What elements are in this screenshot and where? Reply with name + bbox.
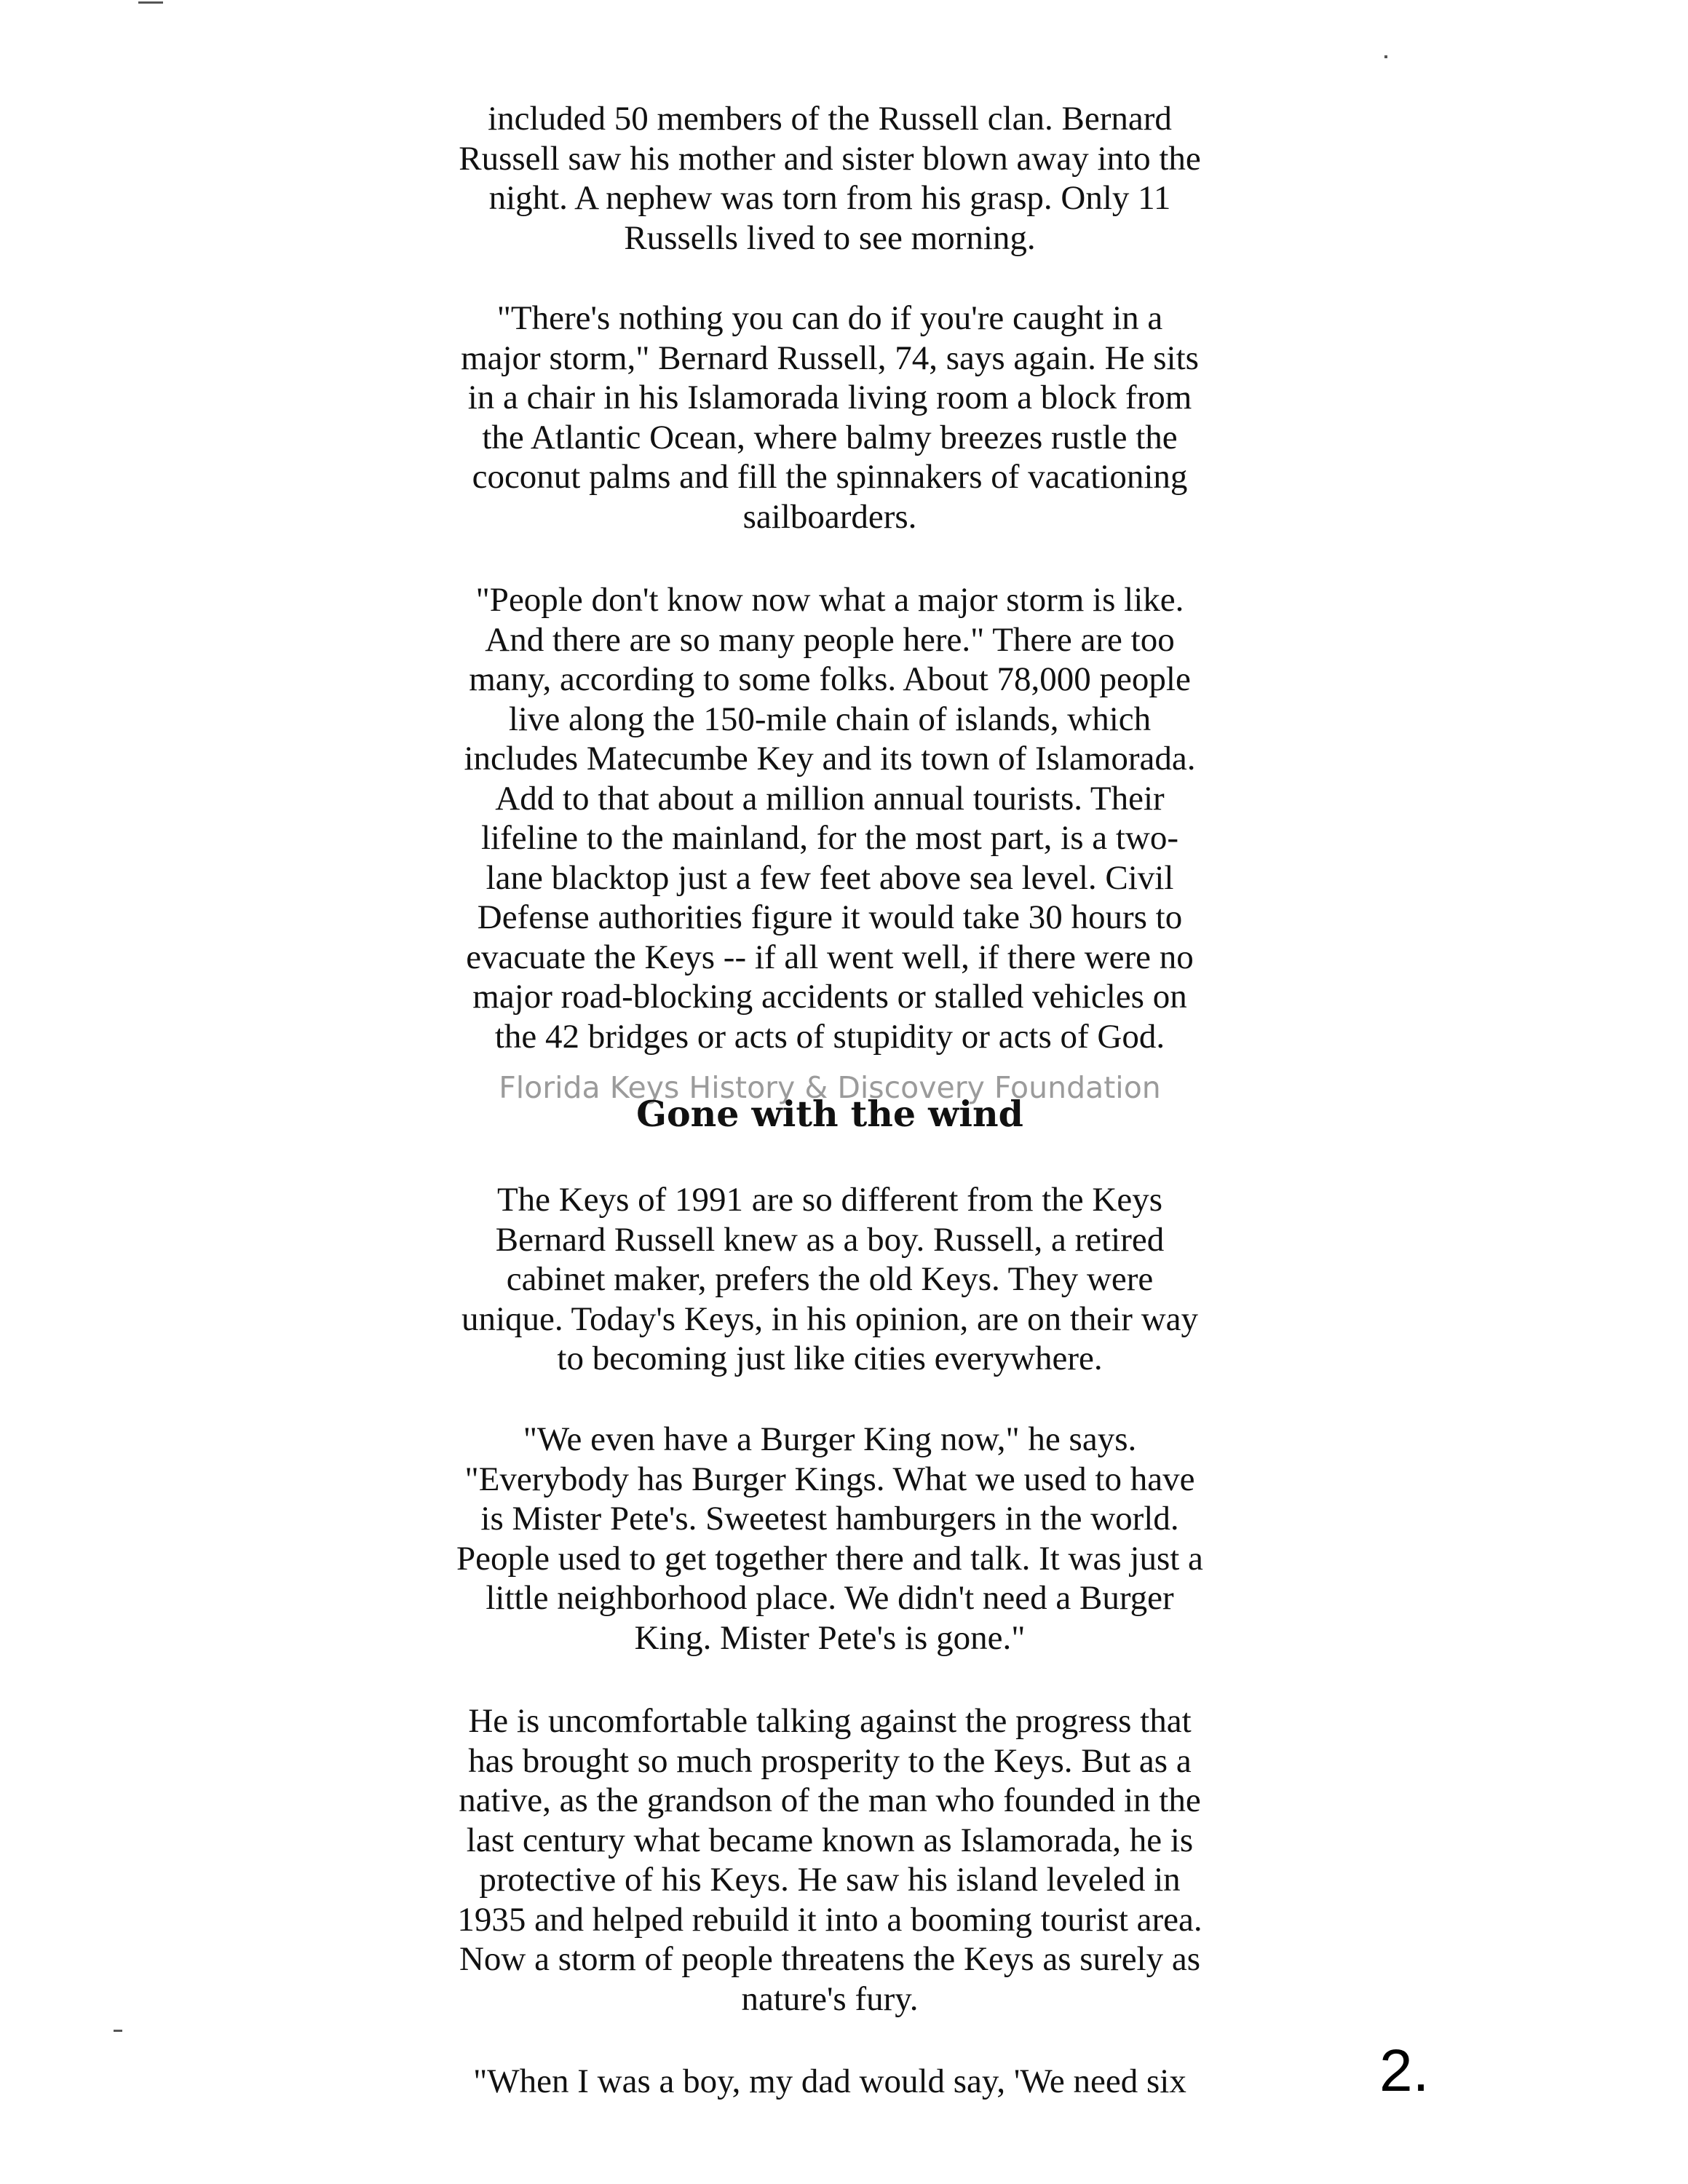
scan-mark-right-dot [1384,55,1387,58]
body-text-p3 [320,580,1339,1056]
text-line: Add to that about a million annual tourists. Their [495,779,1165,818]
body-text-top [320,99,1339,258]
text-line: to becoming just like cities everywhere. [557,1340,1103,1377]
section-heading: Gone with the wind [636,1093,1023,1135]
body-text-s1 [320,1180,1339,1379]
text-line: "Everybody has Burger Kings. What we used to have [464,1460,1195,1498]
body-text-s4 [320,2062,1339,2102]
scan-mark-left-dash [114,2030,122,2032]
text-line: King. Mister Pete's is gone." [634,1618,1026,1657]
paragraph-1 [320,99,1339,258]
body-text-s3 [320,1701,1339,2019]
text-line: included 50 members of the Russell clan. Bernard [488,100,1172,138]
text-line: lane blacktop just a few feet above sea level. Civil [486,858,1174,897]
text-line: unique. Today's Keys, in his opinion, are on their way [461,1299,1199,1338]
text-line: "There's nothing you can do if you're caught in a [496,299,1163,337]
text-line: lifeline to the mainland, for the most part, is a two- [480,819,1179,857]
text-line: Defense authorities figure it would take 30 hours to [477,898,1183,936]
text-line: sailboarders. [742,497,917,536]
text-line: protective of his Keys. He saw his island leveled in [479,1861,1181,1899]
paragraph-6 [320,1701,1339,2019]
text-line: Bernard Russell knew as a boy. Russell, a retired [495,1220,1165,1259]
text-line: He is uncomfortable talking against the progress that [468,1702,1192,1740]
paragraph-5 [320,1420,1339,1658]
text-line: Russell saw his mother and sister blown away into the [459,139,1201,178]
text-line: many, according to some folks. About 78,000 people [469,660,1191,698]
text-line: People used to get together there and talk. It was just a [456,1539,1203,1578]
text-line: Now a storm of people threatens the Keys as surely as [459,1940,1201,1978]
text-line: little neighborhood place. We didn't need a Burger [486,1579,1174,1617]
page-number: 2. [1379,2038,1430,2104]
text-line: nature's fury. [741,1979,919,2018]
text-line: last century what became known as Islamorada, he is [466,1821,1194,1859]
text-line: live along the 150-mile chain of islands, which [508,700,1152,738]
text-line: includes Matecumbe Key and its town of Islamorada. [464,740,1196,778]
text-line: night. A nephew was torn from his grasp. Only 11 [488,179,1171,217]
body-text-s2 [320,1420,1339,1658]
scan-mark-top-left [138,1,163,4]
text-line: The Keys of 1991 are so different from the Keys [496,1181,1163,1219]
text-line: And there are so many people here." There are too [485,620,1175,659]
text-line: major storm," Bernard Russell, 74, says again. He sits [461,339,1199,377]
paragraph-7 [320,2062,1339,2102]
text-line: the 42 bridges or acts of stupidity or acts of God. [494,1017,1165,1056]
text-line: native, as the grandson of the man who founded in the [459,1781,1201,1819]
text-line: coconut palms and fill the spinnakers of vacationing [472,458,1188,496]
paragraph-3 [320,580,1339,1056]
text-line: has brought so much prosperity to the Keys. But as a [468,1741,1192,1780]
text-line: major road-blocking accidents or stalled vehicles on [472,978,1187,1016]
text-line: "When I was a boy, my dad would say, 'We need six [473,2062,1186,2100]
text-line: "We even have a Burger King now," he says. [523,1420,1137,1458]
text-line: "People don't know now what a major storm is like. [475,581,1184,619]
text-line: cabinet maker, prefers the old Keys. They were [506,1260,1154,1298]
text-line: is Mister Pete's. Sweetest hamburgers in the world. [480,1500,1179,1538]
text-line: the Atlantic Ocean, where balmy breezes rustle the [482,418,1178,456]
text-line: Russells lived to see morning. [624,218,1036,257]
paragraph-2 [320,298,1339,537]
text-line: in a chair in his Islamorada living room a block from [467,379,1192,416]
watermark: Florida Keys History & Discovery Foundation [499,1070,1161,1105]
text-line: evacuate the Keys -- if all went well, if there were no [466,938,1194,976]
text-line: 1935 and helped rebuild it into a booming tourist area. [457,1900,1202,1939]
body-text-p2 [320,298,1339,537]
paragraph-4 [320,1180,1339,1379]
